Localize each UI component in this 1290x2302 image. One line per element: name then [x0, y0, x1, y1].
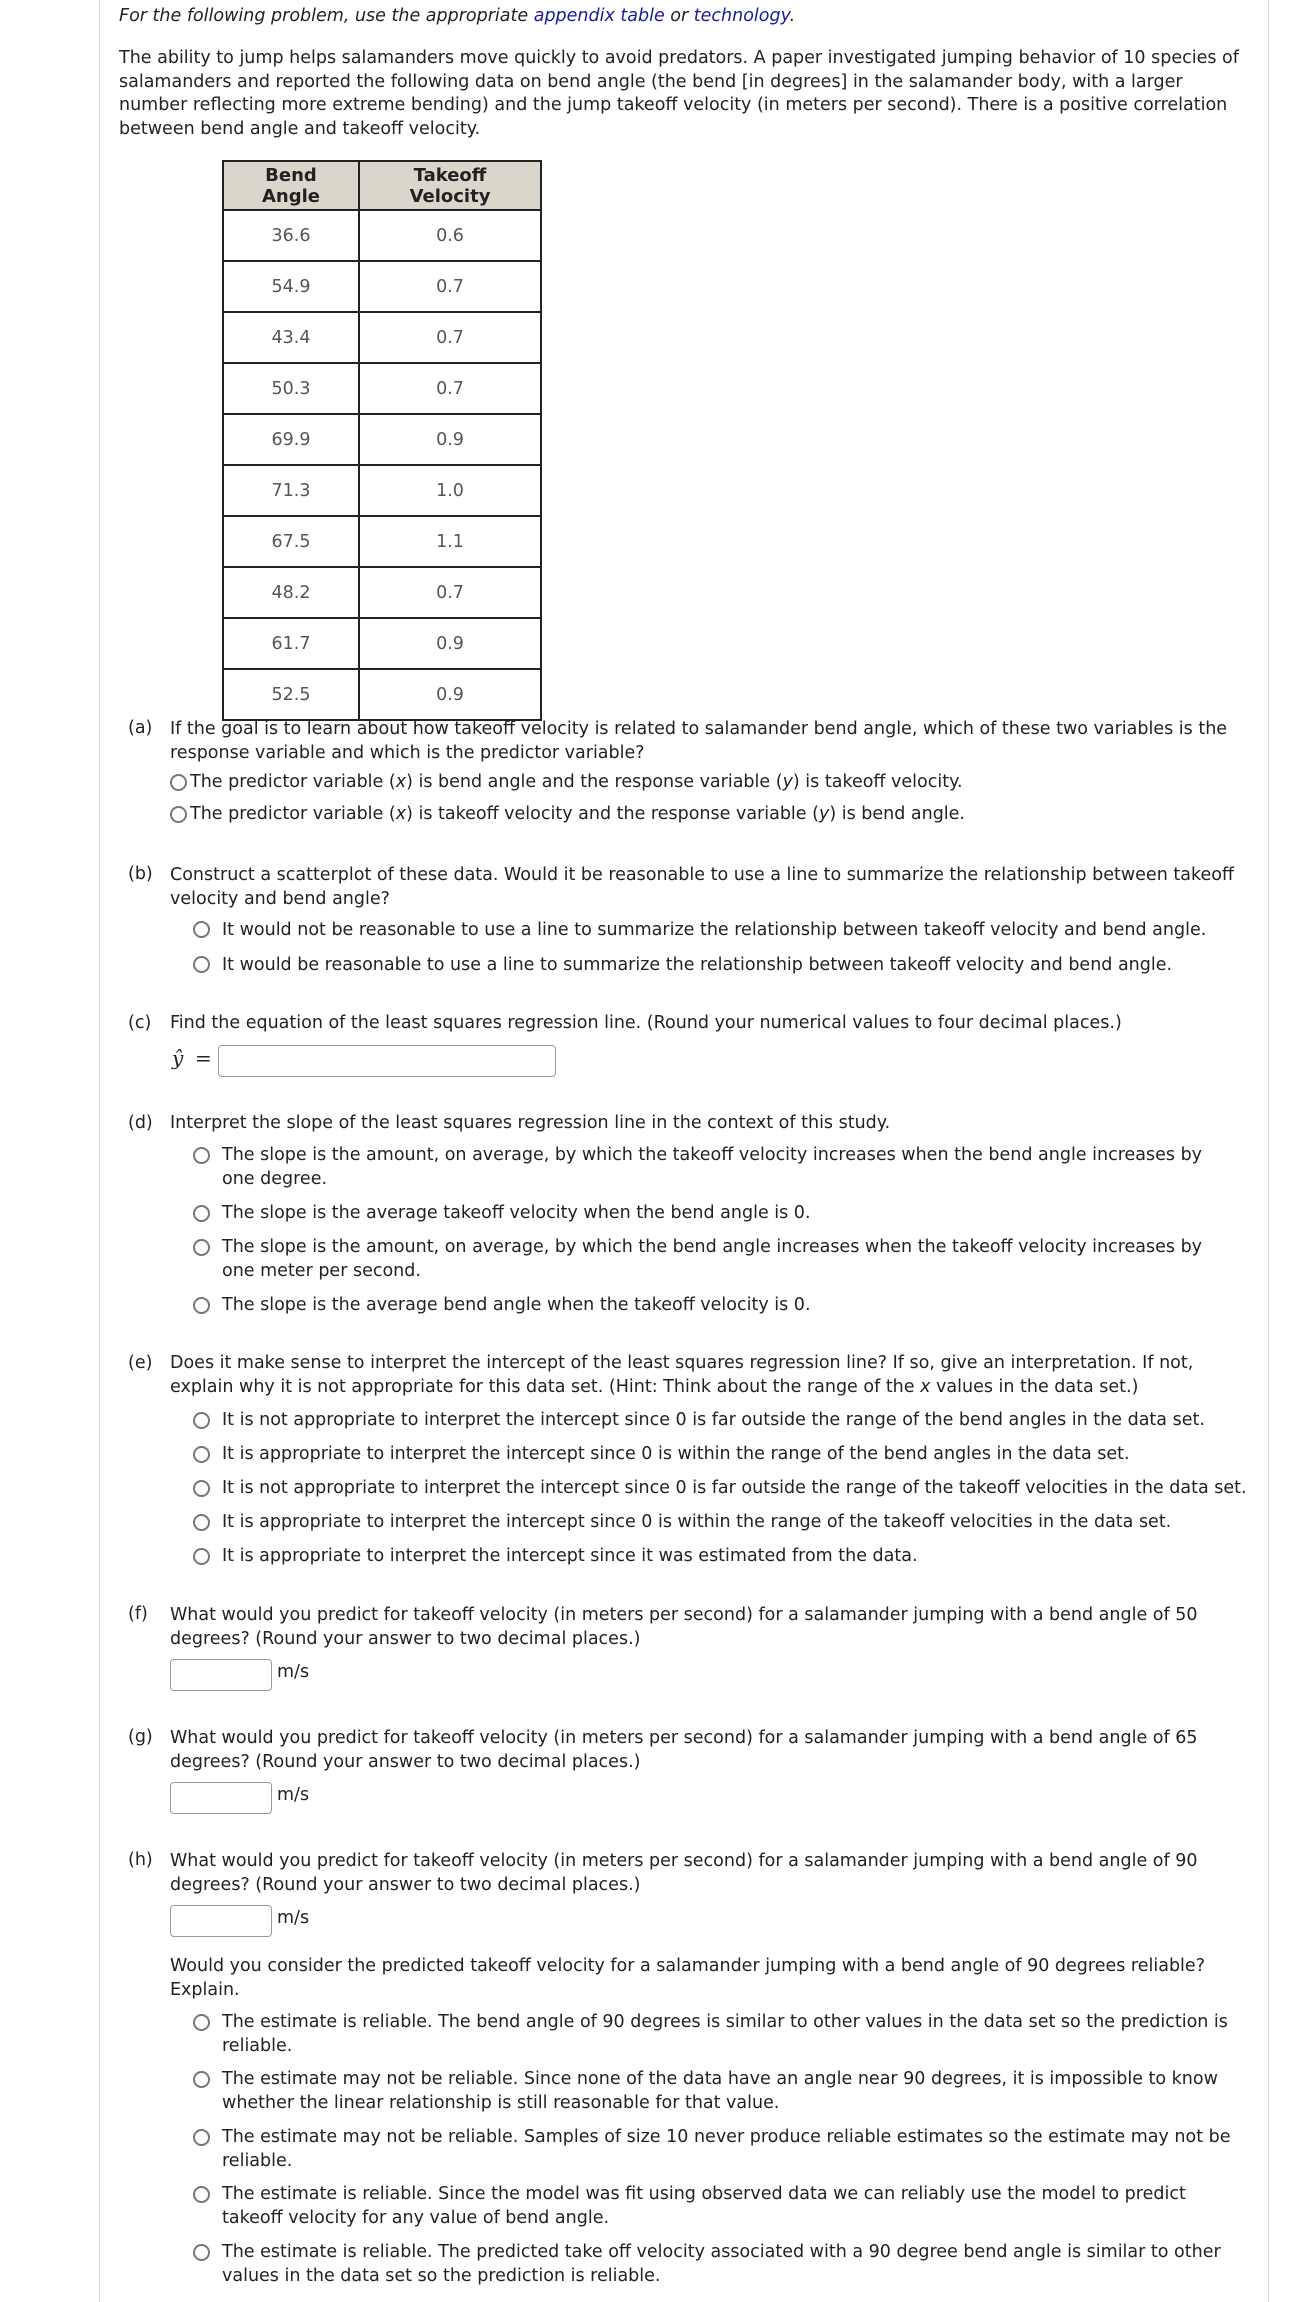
table-row: [223, 261, 541, 312]
part-f-question: What would you predict for takeoff velocity (in meters per second) for a salamander jumping with a bend angle of 50 degrees? (Round your answer to two decimal places.): [170, 1605, 1198, 1649]
bend-angle-cell: 52.5: [223, 669, 359, 720]
table-header-0: Bend Angle: [223, 161, 359, 210]
y-hat-symbol: ŷ: [172, 1046, 184, 1070]
bend-angle-cell: 50.3: [223, 363, 359, 414]
takeoff-velocity-cell: 0.7: [359, 261, 541, 312]
table-row: [223, 210, 541, 261]
part-b-label: (b): [128, 864, 153, 884]
part-g-unit: m/s: [277, 1785, 310, 1805]
table-row: [223, 516, 541, 567]
table-row: [223, 669, 541, 720]
part-h-option-4: The estimate is reliable. Since the model was fit using observed data we can reliably use the model to predict takeoff velocity for any value of bend angle.: [222, 2184, 1186, 2228]
regression-equation-input[interactable]: [218, 1045, 556, 1077]
part-e-label: (e): [128, 1353, 153, 1373]
problem-paragraph: The ability to jump helps salamanders move quickly to avoid predators. A paper investigated jumping behavior of 10 species of salamanders and reported the following data on bend angle (the bend [in degrees] in the salamander body, with a larger number reflecting more extreme bending) and the jump takeoff velocity (in meters per second). There is a positive correlation between bend angle and takeoff velocity.: [119, 48, 1239, 139]
part-g-label: (g): [128, 1727, 153, 1747]
part-h-option-2: The estimate may not be reliable. Since none of the data have an angle near 90 degrees, it is impossible to know whether the linear relationship is still reasonable for that value.: [222, 2069, 1218, 2113]
part-f-answer-input[interactable]: [170, 1659, 272, 1691]
part-d-option-2: The slope is the average takeoff velocity when the bend angle is 0.: [222, 1203, 811, 1223]
part-h-option-5-radio[interactable]: [193, 2244, 210, 2261]
takeoff-velocity-cell: 0.9: [359, 414, 541, 465]
part-f-label: (f): [128, 1604, 148, 1624]
part-e-option-3-radio[interactable]: [193, 1480, 210, 1497]
part-h-option-2-radio[interactable]: [193, 2071, 210, 2088]
part-h-followup-question: Would you consider the predicted takeoff velocity for a salamander jumping with a bend angle of 90 degrees reliable? Explain.: [170, 1956, 1205, 2000]
intro-mid: or: [664, 6, 694, 26]
part-a-label: (a): [128, 718, 153, 738]
part-b-option-1: It would not be reasonable to use a line to summarize the relationship between takeoff velocity and bend angle.: [222, 920, 1207, 940]
part-d-option-4: The slope is the average bend angle when the takeoff velocity is 0.: [222, 1295, 811, 1315]
table-row: [223, 465, 541, 516]
bend-angle-cell: 61.7: [223, 618, 359, 669]
bend-angle-cell: 43.4: [223, 312, 359, 363]
part-d-option-1: The slope is the amount, on average, by which the takeoff velocity increases when the bend angle increases by one degree.: [222, 1145, 1203, 1189]
part-h-label: (h): [128, 1850, 153, 1870]
table-header-1: Takeoff Velocity: [359, 161, 541, 210]
part-c-question: Find the equation of the least squares regression line. (Round your numerical values to four decimal places.): [170, 1013, 1122, 1033]
bend-angle-cell: 71.3: [223, 465, 359, 516]
bend-angle-cell: 67.5: [223, 516, 359, 567]
part-d-label: (d): [128, 1113, 153, 1133]
part-e-option-5-radio[interactable]: [193, 1548, 210, 1565]
appendix-table-link[interactable]: appendix table: [533, 6, 665, 26]
part-e-option-2-radio[interactable]: [193, 1446, 210, 1463]
table-row: [223, 414, 541, 465]
part-d-option-3-radio[interactable]: [193, 1239, 210, 1256]
part-h-question: What would you predict for takeoff velocity (in meters per second) for a salamander jumping with a bend angle of 90 degrees? (Round your answer to two decimal places.): [170, 1851, 1198, 1895]
bend-angle-cell: 54.9: [223, 261, 359, 312]
part-d-option-3: The slope is the amount, on average, by which the bend angle increases when the takeoff velocity increases by one meter per second.: [222, 1237, 1203, 1281]
part-a-option-1-radio[interactable]: [170, 774, 187, 791]
bend-angle-cell: 69.9: [223, 414, 359, 465]
table-row: [223, 363, 541, 414]
part-g-question: What would you predict for takeoff velocity (in meters per second) for a salamander jumping with a bend angle of 65 degrees? (Round your answer to two decimal places.): [170, 1728, 1198, 1772]
part-h-option-3-radio[interactable]: [193, 2129, 210, 2146]
part-h-answer-input[interactable]: [170, 1905, 272, 1937]
part-b-option-2-radio[interactable]: [193, 956, 210, 973]
part-a-question: If the goal is to learn about how takeoff velocity is related to salamander bend angle, which of these two variables is the response variable and which is the predictor variable?: [170, 719, 1228, 763]
takeoff-velocity-cell: 1.1: [359, 516, 541, 567]
part-h-option-4-radio[interactable]: [193, 2186, 210, 2203]
takeoff-velocity-cell: 0.7: [359, 312, 541, 363]
part-h-option-5: The estimate is reliable. The predicted take off velocity associated with a 90 degree bend angle is similar to other values in the data set so the prediction is reliable.: [222, 2242, 1221, 2286]
part-d-option-1-radio[interactable]: [193, 1147, 210, 1164]
intro-prefix: For the following problem, use the appropriate: [119, 6, 534, 26]
technology-link[interactable]: technology: [693, 6, 790, 26]
bend-angle-cell: 48.2: [223, 567, 359, 618]
part-d-question: Interpret the slope of the least squares regression line in the context of this study.: [170, 1113, 891, 1133]
part-b-option-2: It would be reasonable to use a line to summarize the relationship between takeoff velocity and bend angle.: [222, 955, 1173, 975]
part-e-option-1-radio[interactable]: [193, 1412, 210, 1429]
table-row: [223, 312, 541, 363]
takeoff-velocity-cell: 0.9: [359, 618, 541, 669]
part-h-unit: m/s: [277, 1908, 310, 1928]
part-e-option-3: It is not appropriate to interpret the intercept since 0 is far outside the range of the takeoff velocities in the data set.: [222, 1478, 1247, 1498]
intro-line: [119, 6, 795, 26]
part-b-option-1-radio[interactable]: [193, 921, 210, 938]
part-e-option-4: It is appropriate to interpret the intercept since 0 is within the range of the takeoff velocities in the data set.: [222, 1512, 1172, 1532]
takeoff-velocity-cell: 0.6: [359, 210, 541, 261]
part-a-option-2-radio[interactable]: [170, 806, 187, 823]
part-e-option-5: It is appropriate to interpret the intercept since it was estimated from the data.: [222, 1546, 918, 1566]
takeoff-velocity-cell: 0.9: [359, 669, 541, 720]
part-h-option-1-radio[interactable]: [193, 2014, 210, 2031]
part-e-option-4-radio[interactable]: [193, 1514, 210, 1531]
part-b-question: Construct a scatterplot of these data. Would it be reasonable to use a line to summarize the relationship between takeoff velocity and bend angle?: [170, 865, 1234, 909]
part-f-unit: m/s: [277, 1662, 310, 1682]
takeoff-velocity-cell: 0.7: [359, 567, 541, 618]
part-e-option-2: It is appropriate to interpret the intercept since 0 is within the range of the bend angles in the data set.: [222, 1444, 1130, 1464]
part-c-label: (c): [128, 1013, 152, 1033]
takeoff-velocity-cell: 1.0: [359, 465, 541, 516]
part-h-option-1: The estimate is reliable. The bend angle of 90 degrees is similar to other values in the data set so the prediction is reliable.: [222, 2012, 1228, 2056]
part-e-question-line1: Does it make sense to interpret the intercept of the least squares regression line? If so, give an interpretation. If not,: [170, 1353, 1194, 1373]
part-g-answer-input[interactable]: [170, 1782, 272, 1814]
part-e-question-line2: explain why it is not appropriate for this data set. (Hint: Think about the range of the x values in the data set.): [170, 1377, 1139, 1397]
part-d-option-2-radio[interactable]: [193, 1205, 210, 1222]
takeoff-velocity-cell: 0.7: [359, 363, 541, 414]
part-e-option-1: It is not appropriate to interpret the intercept since 0 is far outside the range of the bend angles in the data set.: [222, 1410, 1205, 1430]
part-d-option-4-radio[interactable]: [193, 1297, 210, 1314]
part-a-option-2: The predictor variable (x) is takeoff velocity and the response variable (y) is bend angle.: [190, 804, 965, 824]
equals-sign: =: [195, 1046, 212, 1070]
table-row: [223, 618, 541, 669]
part-h-option-3: The estimate may not be reliable. Samples of size 10 never produce reliable estimates so the estimate may not be reliable.: [222, 2127, 1231, 2171]
table-row: [223, 567, 541, 618]
part-a-option-1: The predictor variable (x) is bend angle and the response variable (y) is takeoff velocity.: [190, 772, 963, 792]
intro-suffix: .: [789, 6, 796, 26]
bend-angle-cell: 36.6: [223, 210, 359, 261]
data-table: [222, 160, 542, 721]
